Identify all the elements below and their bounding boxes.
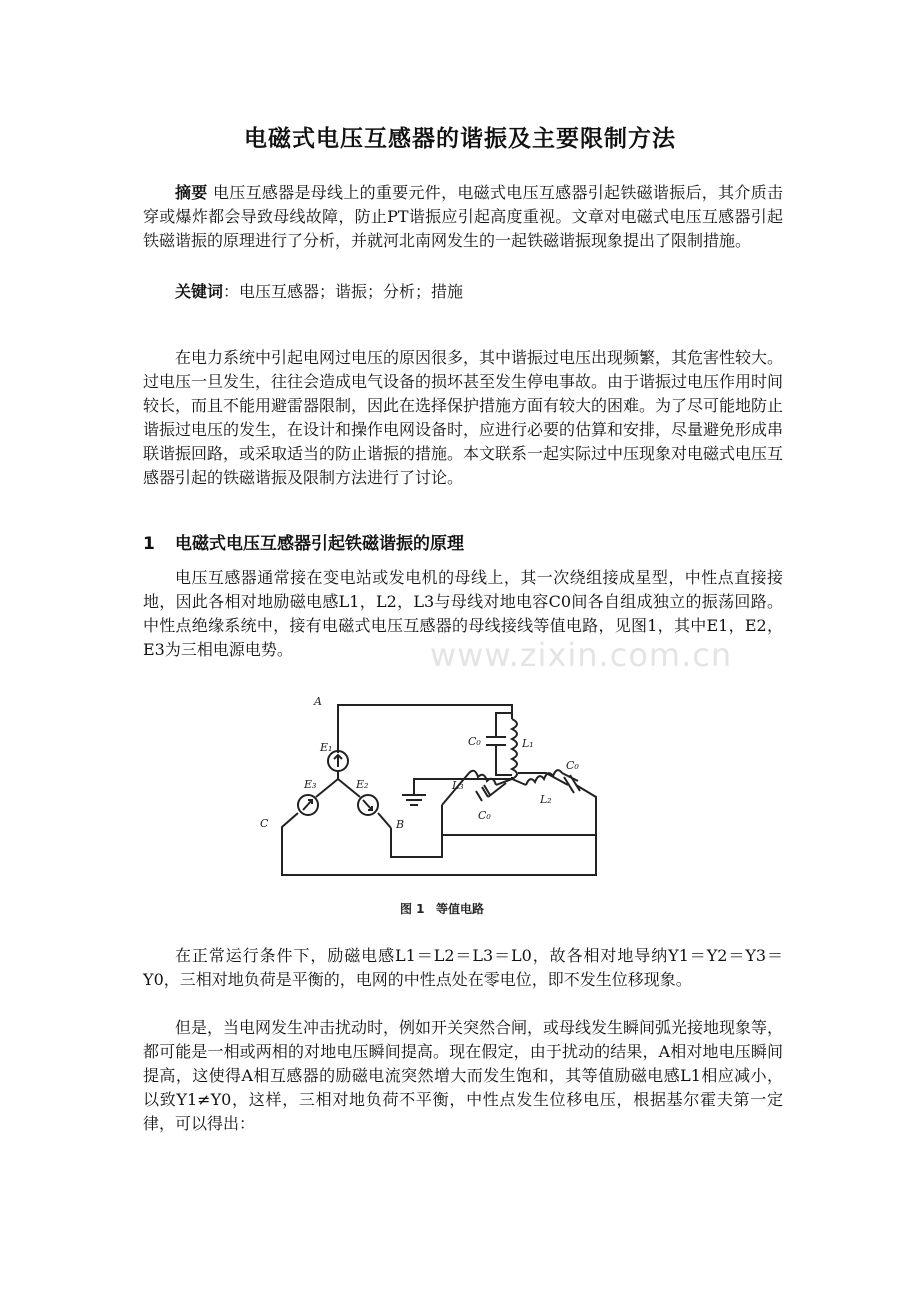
section-number: 1 <box>143 534 155 554</box>
watermark: www.zixin.com.cn <box>430 636 733 674</box>
paper-title: 电磁式电压互感器的谐振及主要限制方法 <box>244 126 676 152</box>
label-E1: E₁ <box>320 741 333 754</box>
abstract-text: 电压互感器是母线上的重要元件，电磁式电压互感器引起铁磁谐振后，其介质击穿或爆炸都会导致母线故障，防止PT谐振应引起高度重视。文章对电磁式电压互感器引起铁磁谐振的原理进行了分析，并就河北南网发生的一起铁磁谐振现象提出了限制措施。 <box>143 183 783 250</box>
label-A: A <box>314 695 322 708</box>
section1-paragraph-3: 但是，当电网发生冲击扰动时，例如开关突然合闸，或母线发生瞬间弧光接地现象等，都可能是一相或两相的对地电压瞬间提高。现在假定，由于扰动的结果，A相对地电压瞬间提高，这使得A相互感器的励磁电流突然增大而发生饱和，其等值励磁电感L1相应减小，以致Y1≠Y0，这样，三相对地负荷不平衡，中性点发生位移电压，根据基尔霍夫第一定律，可以得出： <box>143 1018 784 1133</box>
equivalent-circuit-figure <box>256 685 666 920</box>
section-heading <box>143 529 464 554</box>
label-L3: L₃ <box>452 779 464 792</box>
keywords-label: 关键词 <box>175 282 224 301</box>
abstract-label: 摘要 <box>175 183 208 202</box>
keywords-text: ：电压互感器；谐振；分析；措施 <box>223 282 464 301</box>
label-C0-top: C₀ <box>468 735 481 748</box>
label-B: B <box>396 818 405 831</box>
section-title: 电磁式电压互感器引起铁磁谐振的原理 <box>175 534 464 554</box>
label-L1: L₁ <box>522 737 534 750</box>
label-E3: E₃ <box>304 778 317 791</box>
label-C0-right: C₀ <box>566 759 579 772</box>
label-E2: E₂ <box>356 778 369 791</box>
intro-paragraph: 在电力系统中引起电网过电压的原因很多，其中谐振过电压出现频繁，其危害性较大。过电压一旦发生，往往会造成电气设备的损坏甚至发生停电事故。由于谐振过电压作用时间较长，而且不能用避雷器限制，因此在选择保护措施方面有较大的困难。为了尽可能地防止谐振过电压的发生，在设计和操作电网设备时，应进行必要的估算和安排，尽量避免形成串联谐振回路，或采取适当的防止谐振的措施。本文联系一起实际过中压现象对电磁式电压互感器引起的铁磁谐振及限制方法进行了讨论。 <box>143 348 784 487</box>
section1-paragraph-2: 在正常运行条件下，励磁电感L1＝L2＝L3＝L0，故各相对地导纳Y1＝Y2＝Y3＝Y0，三相对地负荷是平衡的，电网的中性点处在零电位，即不发生位移现象。 <box>143 946 783 989</box>
figure-caption-text: 等值电路 <box>436 902 485 916</box>
figure-caption-number: 图 1 <box>400 902 425 916</box>
label-L2: L₂ <box>540 793 552 806</box>
abstract <box>143 181 783 253</box>
label-C: C <box>260 817 269 830</box>
keywords <box>143 280 783 304</box>
label-C0-left: C₀ <box>478 809 491 822</box>
section1-paragraph-1: 电压互感器通常接在变电站或发电机的母线上，其一次绕组接成星型，中性点直接接地，因此各相对地励磁电感L1，L2，L3与母线对地电容C0间各自组成独立的振荡回路。中性点绝缘系统中，接有电磁式电压互感器的母线接线等值电路，见图1，其中E1，E2，E3为三相电源电势。 <box>143 568 783 659</box>
